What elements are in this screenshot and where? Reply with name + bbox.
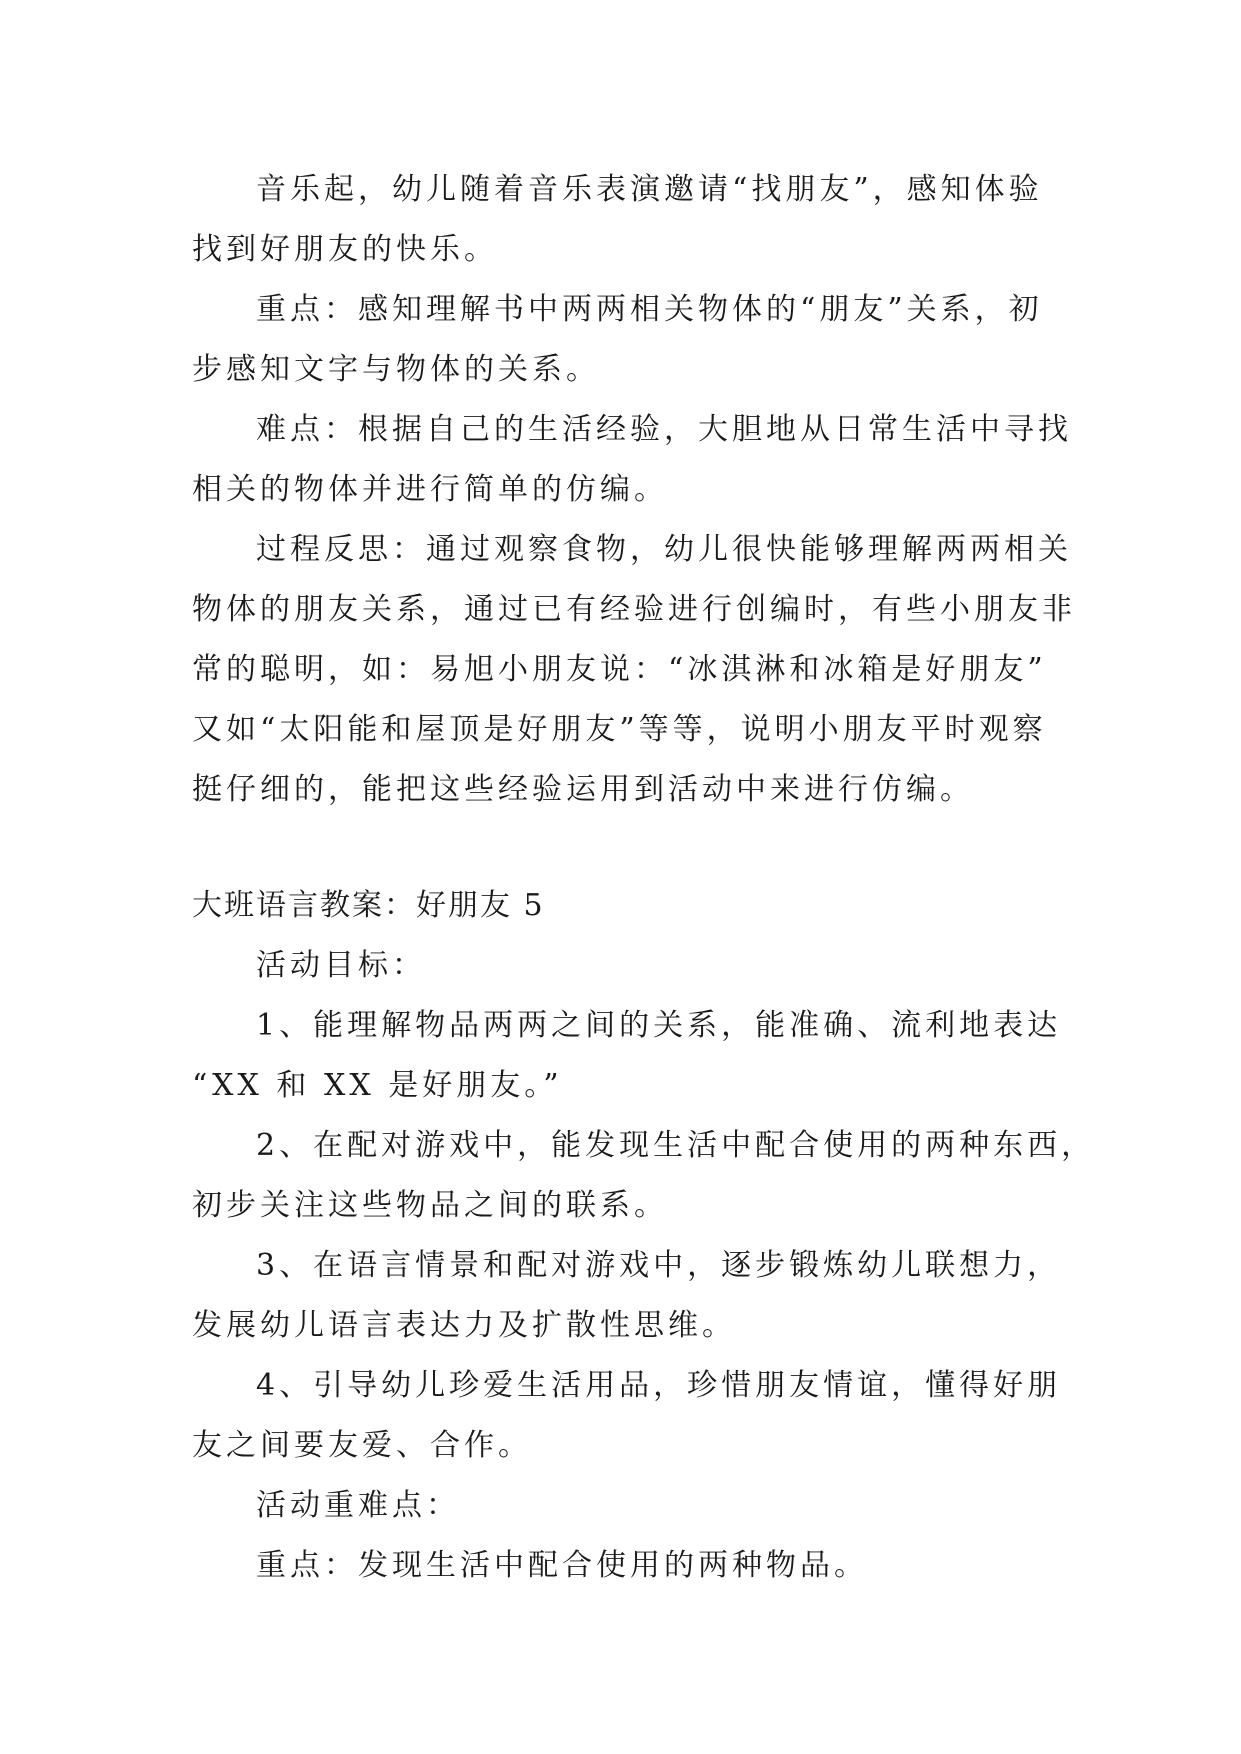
paragraph-line: 友之间要友爱、合作。 — [192, 1428, 532, 1463]
paragraph-line: 活动重难点： — [256, 1488, 460, 1523]
paragraph-line: 重点：感知理解书中两两相关物体的“朋友”关系，初 — [256, 292, 1043, 327]
paragraph-line: 又如“太阳能和屋顶是好朋友”等等，说明小朋友平时观察 — [192, 712, 1047, 747]
paragraph-line: 过程反思：通过观察食物，幼儿很快能够理解两两相关 — [256, 532, 1072, 567]
paragraph-line: 音乐起，幼儿随着音乐表演邀请“找朋友”，感知体验 — [256, 172, 1043, 207]
section-gap — [192, 820, 1058, 876]
paragraph-line: 难点：根据自己的生活经验，大胆地从日常生活中寻找 — [256, 412, 1072, 447]
paragraph-line: 活动目标： — [256, 948, 426, 983]
paragraph-line: 4、引导幼儿珍爱生活用品，珍惜朋友情谊，懂得好朋 — [256, 1368, 1062, 1403]
paragraph-line: 物体的朋友关系，通过已有经验进行创编时，有些小朋友非 — [192, 592, 1076, 627]
paragraph-line: 重点：发现生活中配合使用的两种物品。 — [256, 1548, 868, 1583]
paragraph-line: 1、能理解物品两两之间的关系，能准确、流利地表达 — [256, 1008, 1062, 1043]
paragraph-line: 常的聪明，如：易旭小朋友说：“冰淇淋和冰箱是好朋友” — [192, 652, 1047, 687]
document-page — [192, 160, 1096, 1596]
paragraph-line: 挺仔细的，能把这些经验运用到活动中来进行仿编。 — [192, 772, 974, 807]
paragraph-line: 3、在语言情景和配对游戏中，逐步锻炼幼儿联想力， — [256, 1248, 1062, 1283]
paragraph-line: 找到好朋友的快乐。 — [192, 232, 498, 267]
paragraph-line: 步感知文字与物体的关系。 — [192, 352, 600, 387]
paragraph-line: 初步关注这些物品之间的联系。 — [192, 1188, 668, 1223]
paragraph-line: “XX 和 XX 是好朋友。” — [192, 1068, 563, 1103]
section-title: 大班语言教案：好朋友 5 — [192, 888, 545, 923]
paragraph-line: 2、在配对游戏中，能发现生活中配合使用的两种东西， — [256, 1128, 1096, 1163]
paragraph-line: 相关的物体并进行简单的仿编。 — [192, 472, 668, 507]
paragraph-line: 发展幼儿语言表达力及扩散性思维。 — [192, 1308, 736, 1343]
